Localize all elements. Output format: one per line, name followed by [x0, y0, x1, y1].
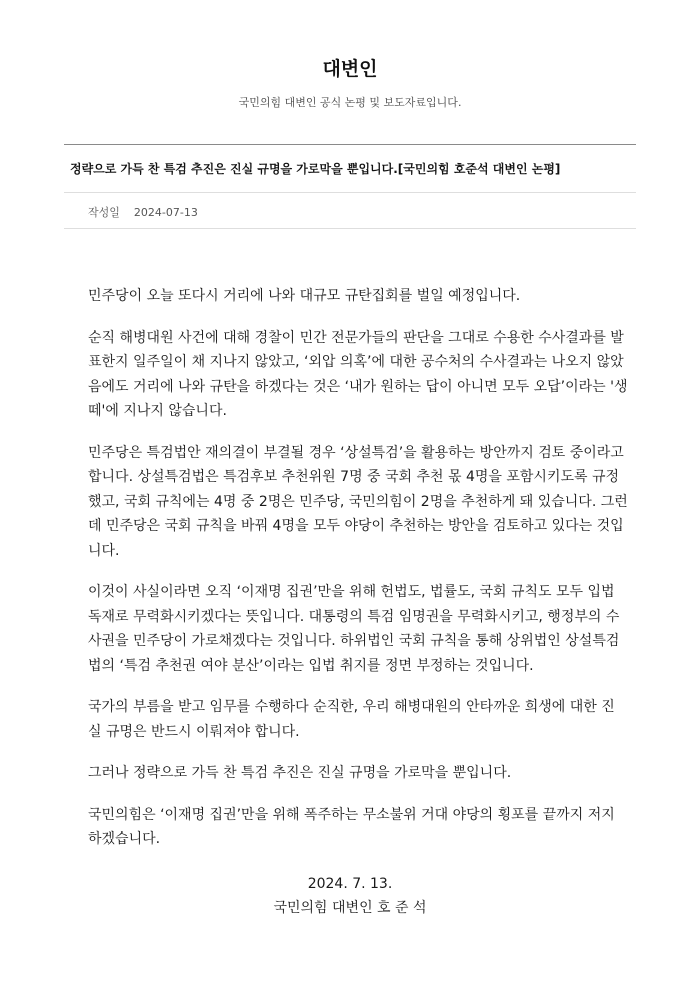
divider-top	[64, 144, 636, 145]
divider-meta	[64, 228, 636, 229]
meta-date: 2024-07-13	[133, 206, 198, 219]
page-title: 대변인	[322, 58, 378, 80]
signature-name: 국민의힘 대변인 호 준 석	[273, 900, 427, 916]
body-paragraph: 그러나 정략으로 가득 찬 특검 추진은 진실 규명을 가로막을 뿐입니다.	[88, 765, 512, 781]
body-paragraph: 국가의 부름을 받고 임무를 수행하다 순직한, 우리 해병대원의 안타까운 희생에 대한 진실 규명은 반드시 이뤄져야 합니다.	[88, 699, 615, 740]
article-body	[88, 284, 628, 869]
article-title: 정략으로 가득 찬 특검 추진은 진실 규명을 가로막을 뿐입니다.[국민의힘 호준석 대변인 논평]	[70, 162, 561, 176]
body-paragraph: 이것이 사실이라면 오직 ‘이재명 집권’만을 위해 헌법도, 법률도, 국회 규칙도 모두 입법 독재로 무력화시키겠다는 뜻입니다. 대통령의 특검 임명권을 무력화시키고, 행정부의 수사권을 민주당이 가로채겠다는 것입니다. 하위법인 국회 규칙을 통해 상위법인 상설특검법의 ‘특검 추천권 여야 분산’이라는 입법 취지를 정면 부정하는 것입니다.	[88, 584, 620, 674]
divider-title	[64, 192, 636, 193]
page-subtitle: 국민의힘 대변인 공식 논평 및 보도자료입니다.	[238, 96, 462, 109]
article-meta	[88, 204, 198, 220]
signature-date: 2024. 7. 13.	[307, 876, 393, 892]
meta-label: 작성일	[88, 206, 120, 219]
signature-block	[0, 872, 700, 920]
body-paragraph: 국민의힘은 ‘이재명 집권’만을 위해 폭주하는 무소불위 거대 야당의 횡포를 끝까지 저지하겠습니다.	[88, 806, 615, 847]
body-paragraph: 민주당은 특검법안 재의결이 부결될 경우 ‘상설특검’을 활용하는 방안까지 검토 중이라고 합니다. 상설특검법은 특검후보 추천위원 7명 중 국회 추천 몫 4명을 포함시키도록 규정했고, 국회 규칙에는 4명 중 2명은 민주당, 국민의힘이 2명을 추천하게 돼 있습니다. 그런데 민주당은 국회 규칙을 바꿔 4명을 모두 야당이 추천하는 방안을 검토하고 있다는 것입니다.	[88, 444, 628, 559]
body-paragraph: 민주당이 오늘 또다시 거리에 나와 대규모 규탄집회를 벌일 예정입니다.	[88, 288, 521, 304]
body-paragraph: 순직 해병대원 사건에 대해 경찰이 민간 전문가들의 판단을 그대로 수용한 수사결과를 발표한지 일주일이 채 지나지 않았고, ‘외압 의혹’에 대한 공수처의 수사결과는 나오지 않았음에도 거리에 나와 규탄을 하겠다는 것은 ‘내가 원하는 답이 아니면 모두 오답’이라는 '생떼'에 지나지 않습니다.	[88, 329, 628, 419]
